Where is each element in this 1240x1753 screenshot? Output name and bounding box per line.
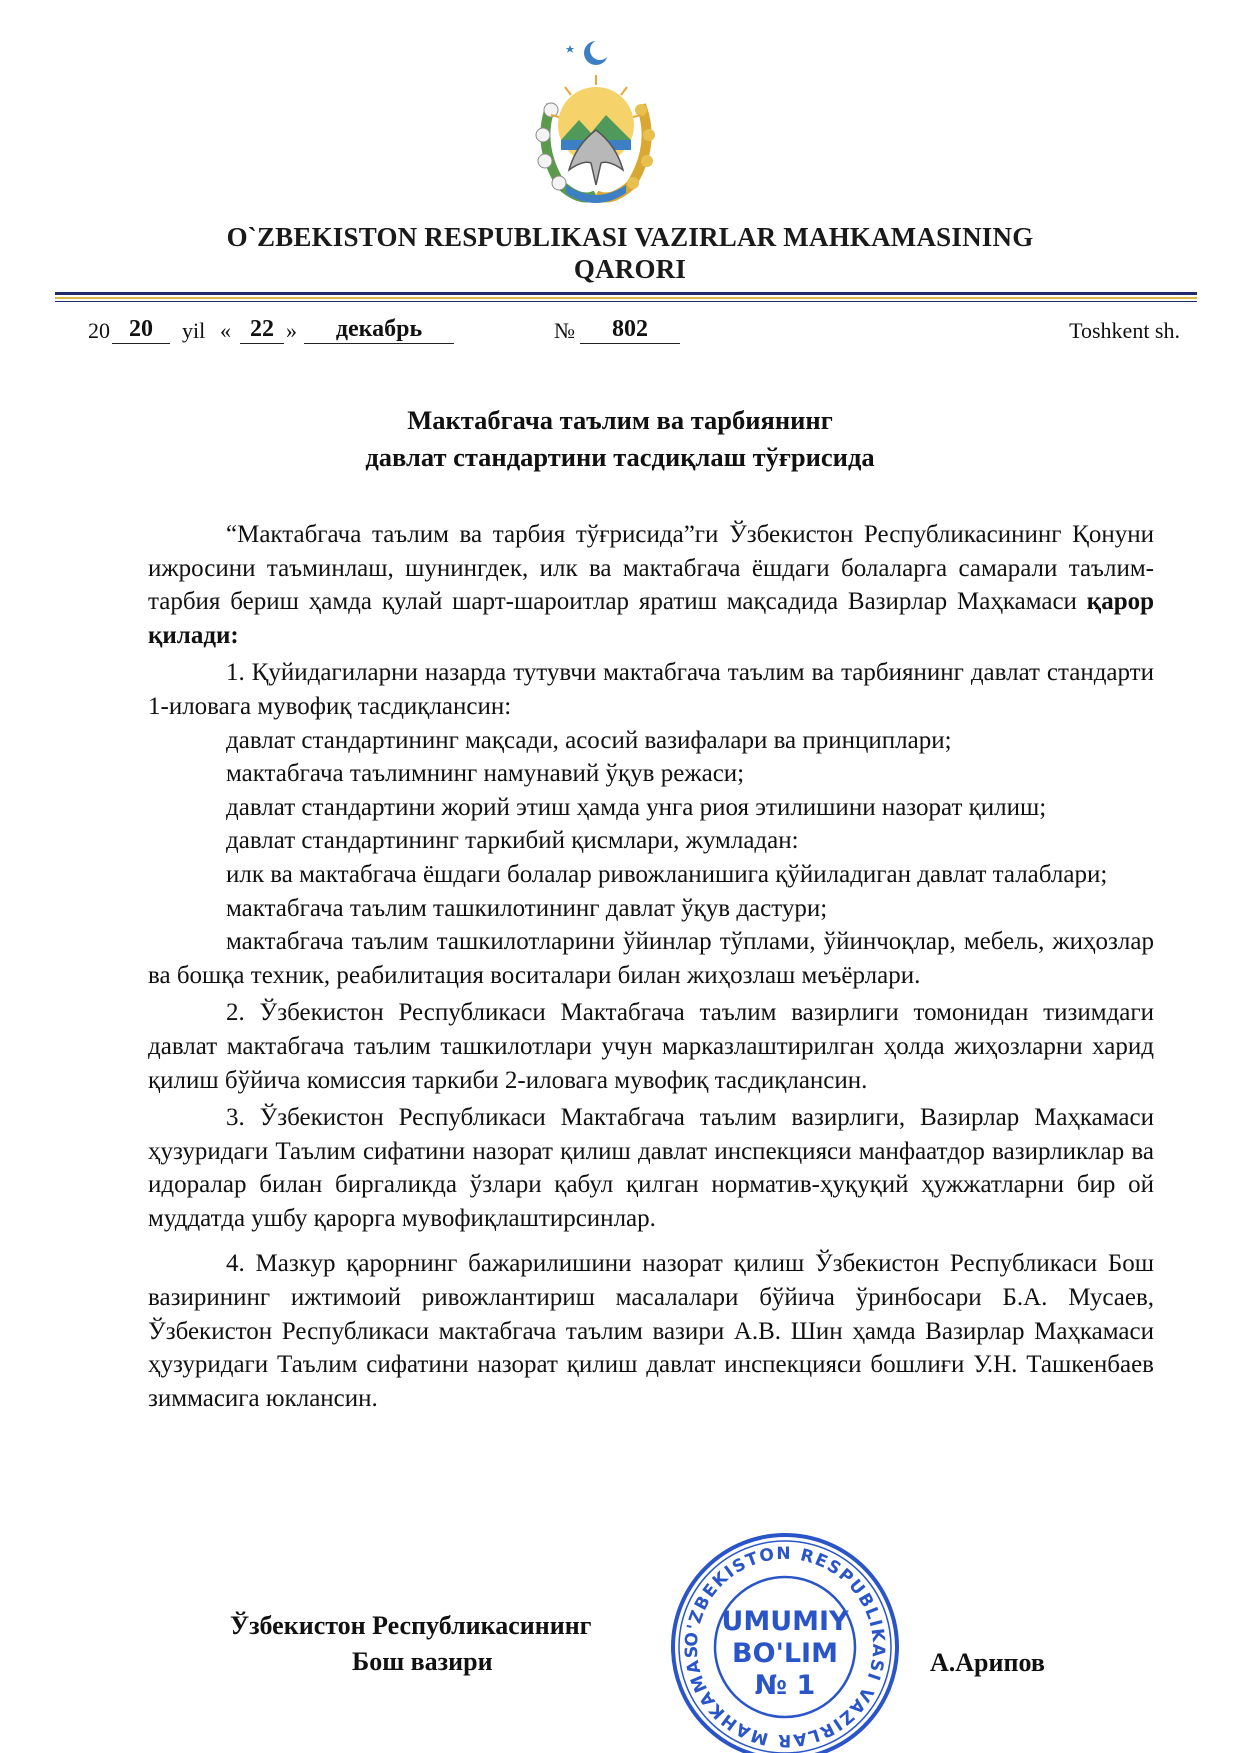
item-1-sub-2: мактабгача таълимнинг намунавий ўқув режаси; bbox=[226, 760, 745, 788]
preamble-paragraph bbox=[148, 518, 1154, 652]
item-4: 4. Мазкур қарорнинг бажарилишини назорат қилиш Ўзбекистон Республикаси Бош вазирининг ижтимоий ривожлантириш масалалари бўйича ўринбосари Б.А. Мусаев, Ўзбекистон Республикаси мактабгача таълим вазири А.В. Шин ҳамда Вазирлар Маҳкамаси ҳузуридаги Таълим сифатини назорат қилиш давлат инспекцияси бошлиғи У.Н. Ташкенбаев зиммасига юклансин. bbox=[148, 1250, 1154, 1412]
item-1: 1. Қуйидагиларни назарда тутувчи мактабгача таълим ва тарбиянинг давлат стандарти 1-иловага мувофиқ тасдиқлансин: bbox=[148, 659, 1154, 720]
quote-close: » bbox=[286, 318, 297, 343]
day-value: 22 bbox=[240, 316, 284, 344]
stamp-center-line-3: № 1 bbox=[754, 1670, 816, 1701]
number-sign: № bbox=[554, 318, 575, 343]
stamp-center-line-1: UMUMIY bbox=[721, 1606, 849, 1637]
year-prefix: 20 bbox=[88, 318, 110, 343]
uzbekistan-coat-of-arms-icon bbox=[521, 35, 671, 210]
stamp-ring-text: O'ZBEKISTON RESPUBLIKASI VAZIRLAR MAHKAMAS bbox=[681, 1543, 889, 1751]
yil-label: yil bbox=[182, 318, 206, 343]
document-title-line-2: давлат стандартини тасдиқлаш тўғрисида bbox=[365, 442, 875, 472]
header-rule-blue-thin bbox=[55, 301, 1197, 302]
coat-of-arms-emblem bbox=[521, 35, 671, 210]
item-1-sub-7: мактабгача таълим ташкилотларини ўйинлар тўплами, ўйинчоқлар, мебель, жиҳозлар ва бошқа техник, реабилитация воситалари билан жиҳозлаш меъёрлари. bbox=[148, 928, 1154, 989]
year-suffix: 20 bbox=[112, 316, 170, 344]
quote-open: « bbox=[220, 318, 231, 343]
header-line-1: O`ZBEKISTON RESPUBLIKASI VAZIRLAR MAHKAMASINING bbox=[226, 222, 1034, 252]
item-1-sub-6: мактабгача таълим ташкилотининг давлат ўқув дастури; bbox=[226, 894, 828, 922]
signature-title-line-1: Ўзбекистон Республикасининг bbox=[230, 1611, 592, 1640]
header-rule-blue bbox=[55, 292, 1197, 295]
item-3: 3. Ўзбекистон Республикаси Мактабгача таълим вазирлиги, Вазирлар Маҳкамаси ҳузуридаги Таълим сифатини назорат қилиш давлат инспекцияси манфаатдор вазирликлар ва идоралар билан биргаликда ўзлари қабул қилган норматив-ҳуқуқий ҳужжатларни бир ой муддатда ушбу қарорга мувофиқлаштирсинлар. bbox=[148, 1104, 1154, 1232]
item-2: 2. Ўзбекистон Республикаси Мактабгача таълим вазирлиги томонидан тизимдаги давлат мактабгача таълим ташкилотлари учун марказлаштирилган ҳолда жиҳозларни харид қилиш бўйича комиссия таркиби 2-иловага мувофиқ тасдиқлансин. bbox=[148, 999, 1154, 1094]
decree-number: 802 bbox=[580, 316, 680, 344]
document-body bbox=[148, 518, 1154, 1415]
round-stamp-icon bbox=[668, 1530, 902, 1753]
preamble-text: “Мактабгача таълим ва тарбия тўғрисида”ги Ўзбекистон Республикасининг Қонуни ижросини таъминлаш, шунингдек, илк ва мактабгача ёшдаги болаларга самарали таълим-тарбия бериш ҳамда қулай шарт-шароитлар яратиш мақсадида Вазирлар Маҳкамаси bbox=[148, 521, 1154, 616]
month-value: декабрь bbox=[304, 316, 454, 344]
item-1-sub-3: давлат стандартини жорий этиш ҳамда унга риоя этилишини назорат қилиш; bbox=[226, 793, 1047, 821]
stamp-center-line-2: BO'LIM bbox=[732, 1638, 838, 1669]
signature-name: А.Арипов bbox=[930, 1648, 1045, 1677]
header-rule-gold bbox=[55, 297, 1197, 299]
date-line bbox=[88, 318, 1180, 354]
document-title-line-1: Мактабгача таълим ва тарбиянинг bbox=[407, 405, 833, 435]
place-label: Toshkent sh. bbox=[1069, 318, 1180, 343]
signature-title-line-2: Бош вазири bbox=[352, 1647, 493, 1676]
official-stamp bbox=[668, 1530, 902, 1753]
item-1-sub-4: давлат стандартининг таркибий қисмлари, жумладан: bbox=[226, 827, 799, 855]
header-line-2: QARORI bbox=[573, 254, 687, 284]
preamble-decision: қарор қилади: bbox=[148, 588, 1155, 649]
item-1-sub-1: давлат стандартининг мақсади, асосий вазифалари ва принциплари; bbox=[226, 726, 952, 754]
item-1-sub-5: илк ва мактабгача ёшдаги болалар ривожланишига қўйиладиган давлат талаблари; bbox=[226, 860, 1108, 888]
